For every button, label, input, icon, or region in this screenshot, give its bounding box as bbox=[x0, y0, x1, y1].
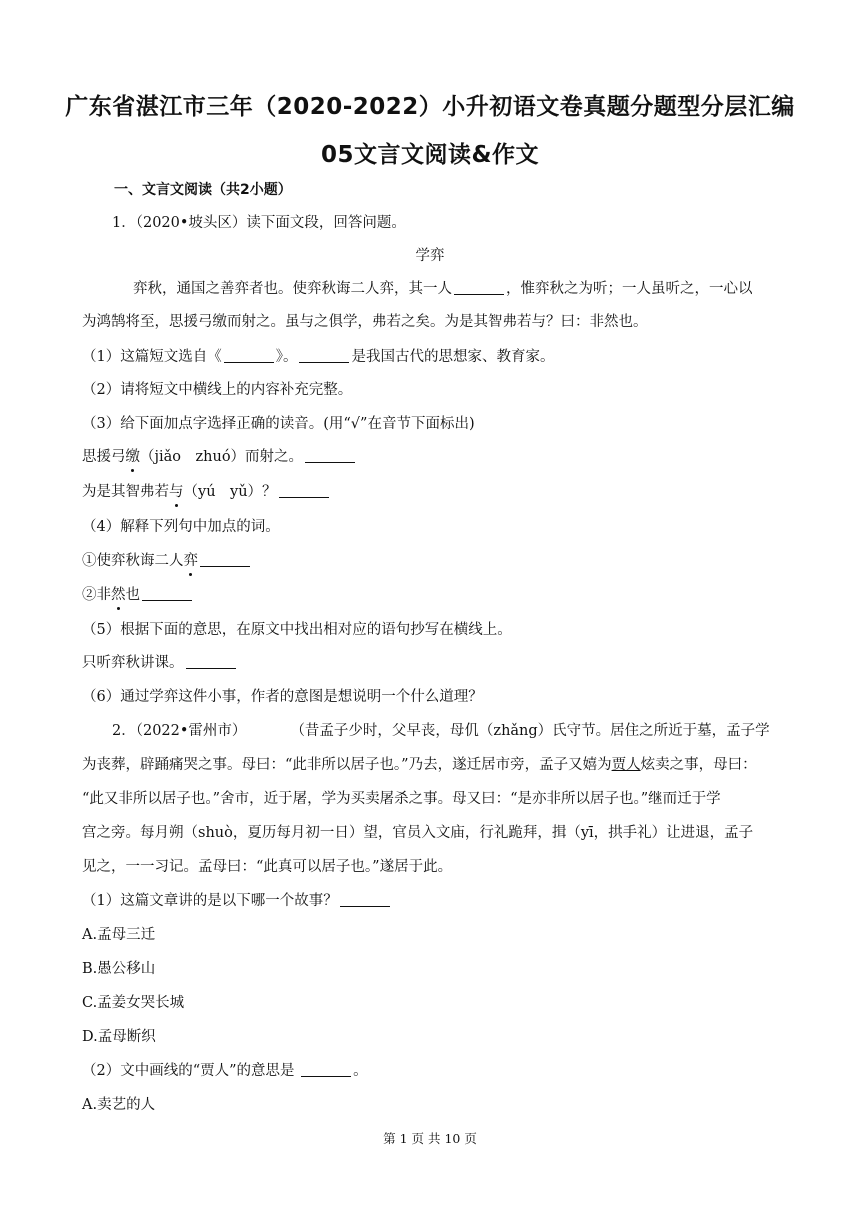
passage-text: 为丧葬，辟踊痛哭之事。母曰：“此非所以居子也。”乃去，遂迁居市旁，孟子又嬉为 bbox=[82, 757, 612, 773]
answer-blank[interactable] bbox=[454, 280, 504, 295]
q1-sub3: （3）给下面加点字选择正确的读音。(用“√”在音节下面标出) bbox=[82, 416, 475, 432]
passage-line-2: 为鸿鹄将至，思援弓缴而射之。虽与之俱学，弗若之矣。为是其智弗若与？曰：非然也。 bbox=[82, 314, 648, 330]
dotted-char: 与 bbox=[169, 484, 184, 500]
question-text: （jiǎo zhuó）而射之。 bbox=[140, 449, 304, 465]
option-d[interactable]: D.孟母断织 bbox=[82, 1029, 156, 1045]
q2-passage-line-2 bbox=[82, 755, 757, 775]
answer-blank[interactable] bbox=[186, 654, 236, 669]
q1-sub1 bbox=[82, 347, 554, 367]
section-heading: 一、文言文阅读（共2小题） bbox=[114, 182, 292, 198]
doc-title-line-1: 广东省湛江市三年（2020-2022）小升初语文卷真题分题型分层汇编 bbox=[65, 94, 795, 120]
answer-blank[interactable] bbox=[299, 348, 349, 363]
question-text: 为是其智弗若 bbox=[82, 484, 169, 500]
q2-intro bbox=[112, 721, 770, 741]
q1-sub3-b bbox=[82, 482, 331, 502]
passage-text: （昔孟子少时，父早丧，母仉（zhǎng）氏守节。居住之所近于墓，孟子学 bbox=[290, 723, 770, 739]
passage-title: 学弈 bbox=[415, 248, 445, 264]
doc-title-line-2: 05文言文阅读&作文 bbox=[320, 142, 540, 168]
option-c[interactable]: C.孟姜女哭长城 bbox=[82, 995, 185, 1011]
q2-passage-line-3: “此又非所以居子也。”舍市，近于屠，学为买卖屠杀之事。母又曰：“是亦非所以居子也。”继而迁于学 bbox=[82, 791, 721, 807]
question-text: ②非 bbox=[82, 587, 111, 603]
answer-blank[interactable] bbox=[200, 552, 250, 567]
question-text: 思援弓 bbox=[82, 449, 126, 465]
dotted-char: 然 bbox=[111, 587, 126, 603]
answer-blank[interactable] bbox=[340, 892, 390, 907]
passage-line-1 bbox=[133, 279, 753, 299]
answer-blank[interactable] bbox=[142, 586, 192, 601]
q2-sub2 bbox=[82, 1061, 368, 1081]
answer-blank[interactable] bbox=[279, 483, 329, 498]
q1-sub5: （5）根据下面的意思，在原文中找出相对应的语句抄写在横线上。 bbox=[82, 622, 512, 638]
question-text: （yú yǔ）？ bbox=[183, 484, 277, 500]
question-text: （2）文中画线的“贾人”的意思是 bbox=[82, 1063, 300, 1079]
q2-passage-line-5: 见之，一一习记。孟母曰：“此真可以居子也。”遂居于此。 bbox=[82, 859, 453, 875]
q1-sub3-a bbox=[82, 447, 357, 467]
question-text: 是我国古代的思想家、教育家。 bbox=[351, 349, 555, 365]
dotted-char: 缴 bbox=[125, 449, 140, 465]
question-source: 2．（2022•雷州市） bbox=[112, 723, 247, 739]
underlined-term: 贾人 bbox=[611, 757, 641, 773]
passage-text: 弈秋，通国之善弈者也。使弈秋诲二人弈，其一人 bbox=[133, 281, 452, 297]
question-text: 只听弈秋讲课。 bbox=[82, 655, 184, 671]
q1-sub5-a bbox=[82, 653, 238, 673]
question-text: （1）这篇文章讲的是以下哪一个故事？ bbox=[82, 893, 338, 909]
q2-sub1 bbox=[82, 891, 392, 911]
q1-sub4-a bbox=[82, 551, 252, 571]
question-text: 也 bbox=[125, 587, 140, 603]
option-b[interactable]: B.愚公移山 bbox=[82, 961, 156, 977]
q1-sub2: （2）请将短文中横线上的内容补充完整。 bbox=[82, 382, 353, 398]
question-text: 》。 bbox=[275, 349, 298, 365]
q2-sub2-option-a[interactable]: A.卖艺的人 bbox=[82, 1097, 156, 1113]
q1-intro: 1．（2020•坡头区）读下面文段，回答问题。 bbox=[112, 215, 406, 231]
q1-sub4: （4）解释下列句中加点的词。 bbox=[82, 519, 280, 535]
answer-blank[interactable] bbox=[301, 1062, 351, 1077]
page-footer: 第 1 页 共 10 页 bbox=[383, 1131, 477, 1146]
question-text: ①使弈秋诲二人 bbox=[82, 553, 184, 569]
q2-passage-line-4: 宫之旁。每月朔（shuò，夏历每月初一日）望，官员入文庙，行礼跪拜，揖（yī，拱手礼）让进退，孟子 bbox=[82, 825, 754, 841]
q1-sub4-b bbox=[82, 585, 194, 605]
dotted-char: 弈 bbox=[183, 553, 198, 569]
q1-sub6: （6）通过学弈这件小事，作者的意图是想说明一个什么道理？ bbox=[82, 689, 483, 705]
answer-blank[interactable] bbox=[305, 448, 355, 463]
passage-text: 炫卖之事，母曰： bbox=[640, 757, 757, 773]
answer-blank[interactable] bbox=[224, 348, 274, 363]
question-text: 。 bbox=[353, 1063, 368, 1079]
passage-text: ，惟弈秋之为听；一人虽听之，一心以 bbox=[506, 281, 753, 297]
question-text: （1）这篇短文选自《 bbox=[82, 349, 222, 365]
option-a[interactable]: A.孟母三迁 bbox=[82, 927, 156, 943]
